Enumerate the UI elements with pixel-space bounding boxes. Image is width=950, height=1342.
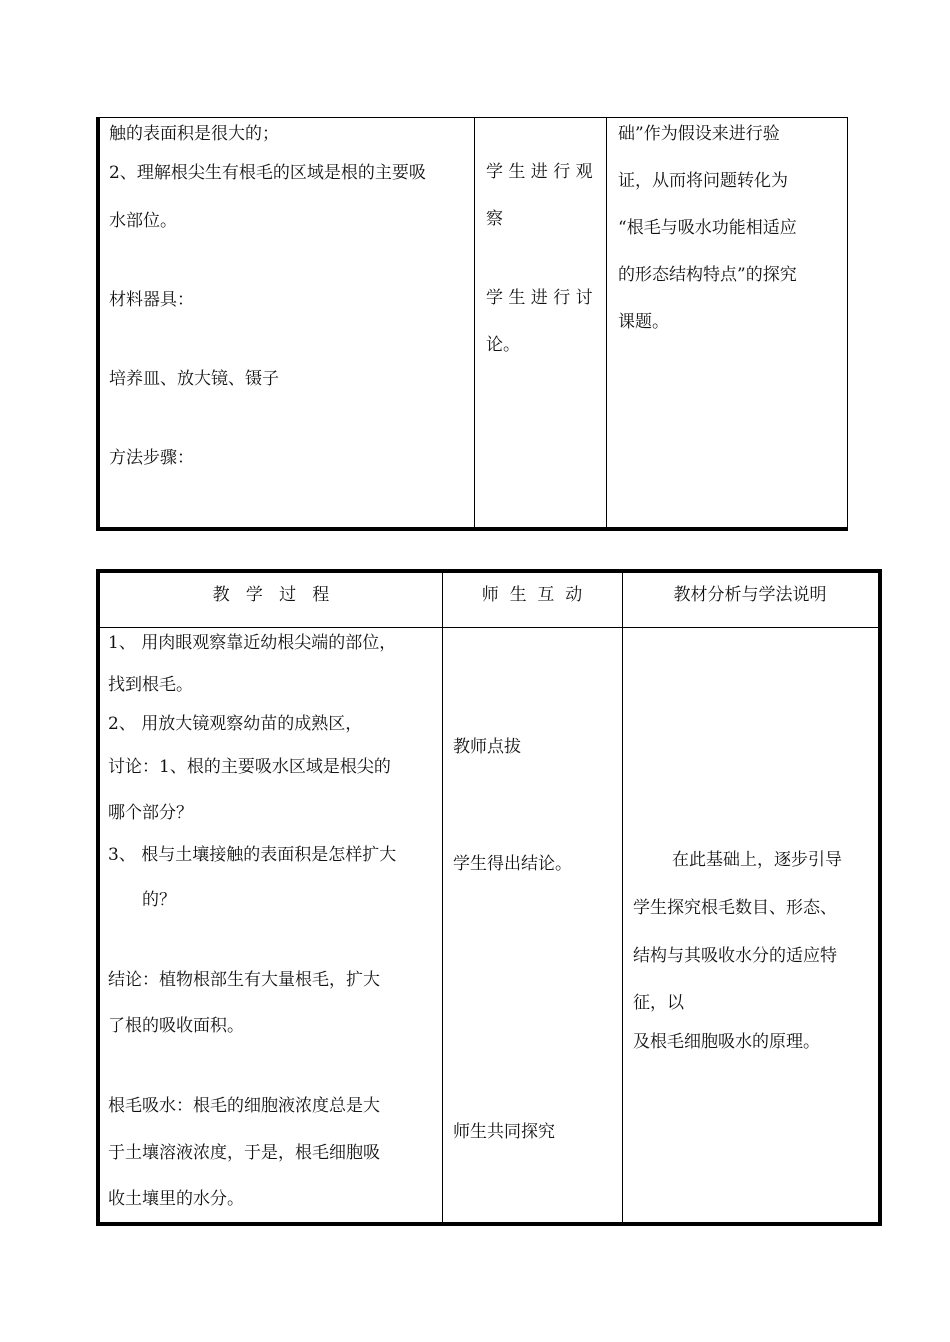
table-2-cell-line: 教师点拔 <box>453 737 521 757</box>
table-2-cell-line: 讨论：1、根的主要吸水区域是根尖的 <box>108 757 391 777</box>
table-2-divider-2 <box>622 573 623 1222</box>
table-2-right-border <box>878 569 882 1226</box>
table-2-divider-1 <box>442 573 443 1222</box>
table-1-cell-line: 2、理解根尖生有根毛的区域是根的主要吸 <box>109 163 426 183</box>
table-1-cell-line: 水部位。 <box>109 211 177 231</box>
table-2-cell-line: 的？ <box>142 890 176 910</box>
table-2-top-border <box>96 569 882 573</box>
table-2-cell-line: 在此基础上，逐步引导 <box>672 850 842 870</box>
table-2-cell-line: 哪个部分？ <box>108 803 193 823</box>
table-2-header-divider <box>100 627 878 628</box>
table-2-cell-line: 3、 根与土壤接触的表面积是怎样扩大 <box>108 845 397 865</box>
table-2-cell-line: 于土壤溶液浓度，于是，根毛细胞吸 <box>108 1143 380 1163</box>
table-2-bottom-border <box>96 1222 882 1226</box>
table-1-cell-line: 础”作为假设来进行验 <box>618 124 780 144</box>
table-2-cell-line: 根毛吸水：根毛的细胞液浓度总是大 <box>108 1096 380 1116</box>
table-1-cell-line: 方法步骤： <box>109 448 194 468</box>
table-1 <box>96 117 848 531</box>
table-1-divider-2 <box>606 118 607 527</box>
table-1-cell-line: “根毛与吸水功能相适应 <box>618 218 797 238</box>
table-1-cell-line: 材料器具： <box>109 290 194 310</box>
table-1-cell-line: 学 生 进 行 讨 <box>486 288 593 308</box>
table-2-cell-line: 及根毛细胞吸水的原理。 <box>633 1032 820 1052</box>
table-2-cell-line: 找到根毛。 <box>108 675 193 695</box>
table-2-cell-line: 了根的吸收面积。 <box>108 1016 244 1036</box>
table-1-left-border <box>96 118 100 531</box>
table-2 <box>96 569 882 1226</box>
table-2-cell-line: 收土壤里的水分。 <box>108 1189 244 1209</box>
table-2-cell-line: 结构与其吸收水分的适应特 <box>633 946 837 966</box>
table-1-cell-line: 的形态结构特点”的探究 <box>618 265 797 285</box>
table-2-left-border <box>96 569 100 1226</box>
table-1-cell-line: 证，从而将问题转化为 <box>618 171 788 191</box>
table-2-cell-line: 学生得出结论。 <box>453 854 572 874</box>
header-teaching-process: 教 学 过 程 <box>212 585 330 605</box>
table-2-cell-line: 学生探究根毛数目、形态、 <box>633 898 837 918</box>
table-1-cell-line: 触的表面积是很大的； <box>109 124 279 144</box>
table-2-cell-line: 师生共同探究 <box>453 1122 555 1142</box>
table-1-divider-1 <box>474 118 475 527</box>
table-1-cell-line: 培养皿、放大镜、镊子 <box>109 369 279 389</box>
table-1-cell-line: 学 生 进 行 观 <box>486 162 593 182</box>
table-2-cell-line: 结论：植物根部生有大量根毛，扩大 <box>108 970 380 990</box>
table-2-cell-line: 1、 用肉眼观察靠近幼根尖端的部位， <box>108 633 397 653</box>
table-2-cell-line: 征，以 <box>633 993 684 1013</box>
table-1-bottom-border <box>96 527 847 531</box>
header-analysis: 教材分析与学法说明 <box>673 585 827 605</box>
table-1-cell-line: 课题。 <box>618 312 669 332</box>
table-1-cell-line: 察 <box>486 209 503 229</box>
table-2-cell-line: 2、 用放大镜观察幼苗的成熟区， <box>108 714 363 734</box>
header-interaction: 师 生 互 动 <box>481 585 583 605</box>
table-1-cell-line: 论。 <box>486 335 520 355</box>
